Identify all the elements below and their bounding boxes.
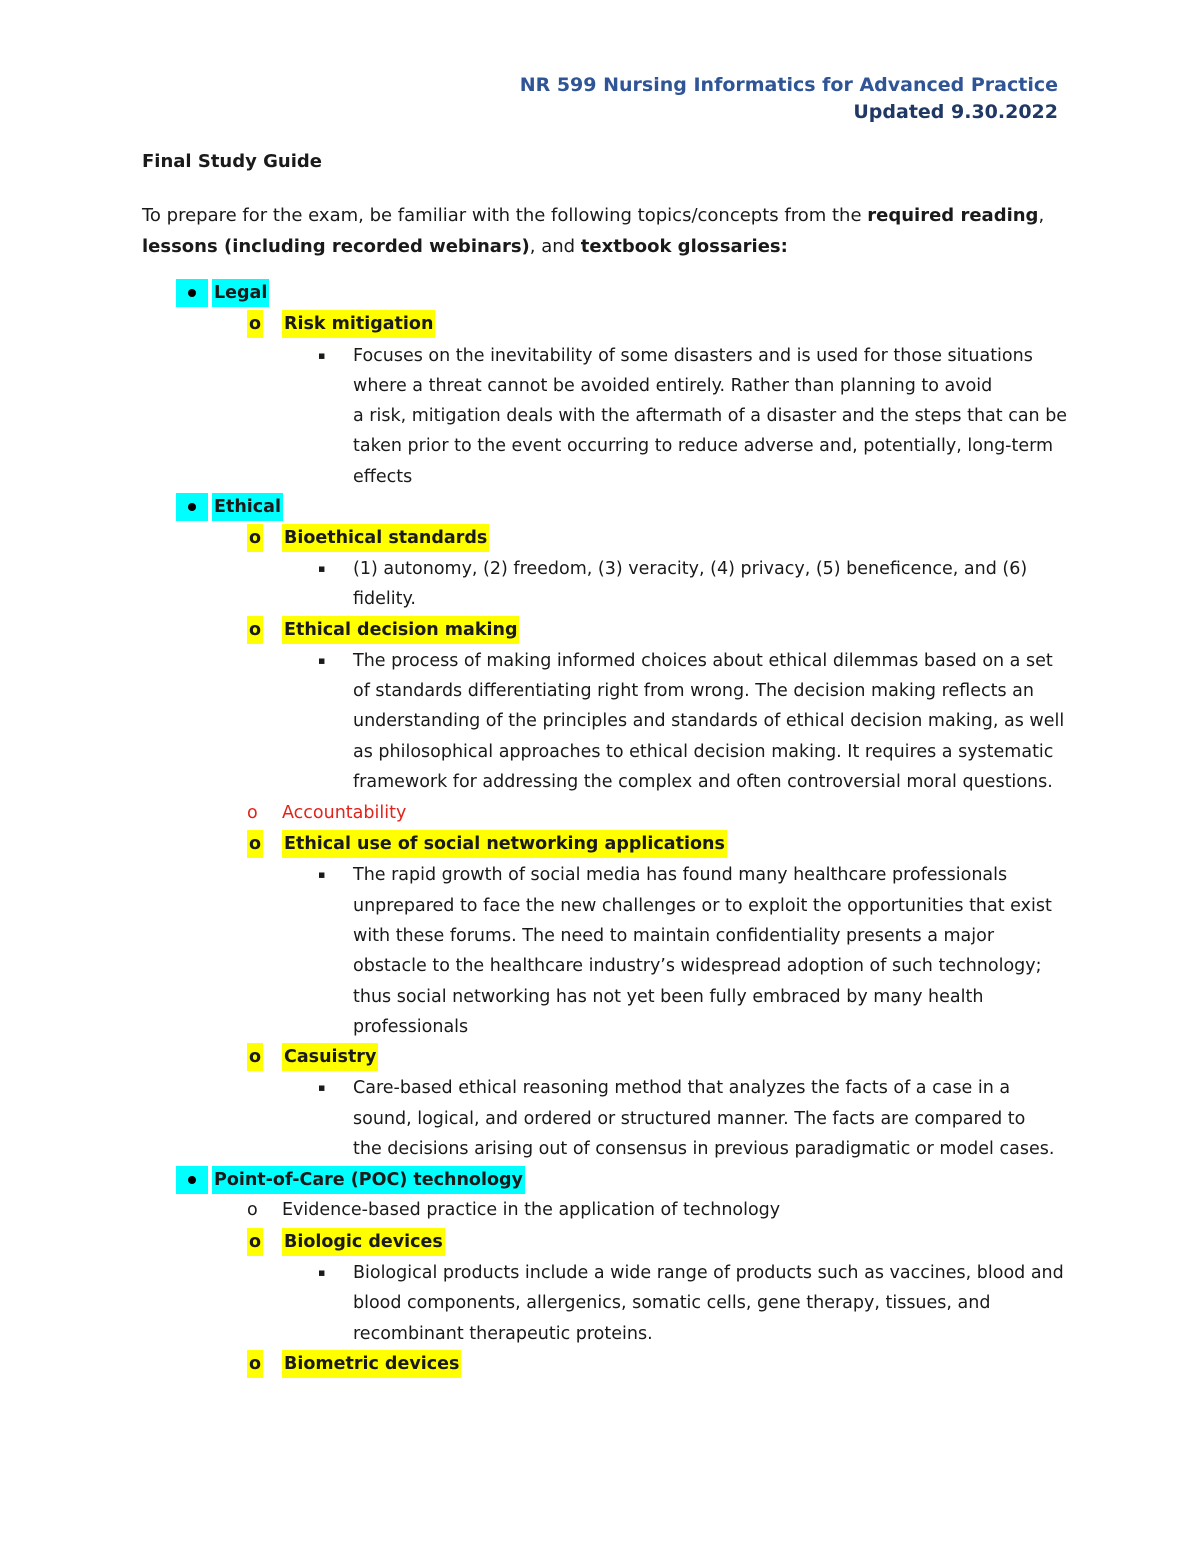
bullet-dot-icon — [188, 503, 196, 511]
description-line: Focuses on the inevitability of some disasters and is used for those situations — [353, 346, 1033, 366]
description-line: framework for addressing the complex and often controversial moral questions. — [353, 772, 1053, 792]
subtopic-ethical-decision-making: Ethical decision making — [282, 616, 519, 644]
subtopic-biometric-devices: Biometric devices — [282, 1350, 461, 1378]
description-line: obstacle to the healthcare industry’s widespread adoption of such technology; — [353, 956, 1042, 976]
level2-bullet: o — [247, 310, 282, 338]
level3-bullet: ▪ — [318, 562, 326, 575]
description-line: where a threat cannot be avoided entirely. Rather than planning to avoid — [353, 376, 993, 396]
description-line: the decisions arising out of consensus in previous paradigmatic or model cases. — [353, 1139, 1055, 1159]
subtopic-evidence-based-practice: Evidence-based practice in the application of technology — [282, 1200, 781, 1220]
level2-bullet: o — [247, 803, 258, 823]
subtopic-social-networking: Ethical use of social networking applications — [282, 830, 727, 858]
level2-bullet: o — [247, 1350, 282, 1378]
level3-bullet: ▪ — [318, 654, 326, 667]
description-line: fidelity. — [353, 589, 416, 609]
subtopic-casuistry: Casuistry — [282, 1043, 378, 1071]
intro-glossaries: textbook glossaries: — [580, 236, 788, 257]
intro-paragraph — [142, 200, 1062, 262]
level3-bullet: ▪ — [318, 1081, 326, 1094]
description-line: sound, logical, and ordered or structured manner. The facts are compared to — [353, 1109, 1026, 1129]
page-header — [520, 72, 1058, 126]
bullet-dot-icon — [188, 1176, 196, 1184]
level3-bullet: ▪ — [318, 349, 326, 362]
description-line: as philosophical approaches to ethical decision making. It requires a systematic — [353, 742, 1054, 762]
description-line: Care-based ethical reasoning method that analyzes the facts of a case in a — [353, 1078, 1011, 1098]
level3-bullet: ▪ — [318, 868, 326, 881]
description-line: with these forums. The need to maintain confidentiality presents a major — [353, 926, 995, 946]
description-line: thus social networking has not yet been fully embraced by many health — [353, 987, 984, 1007]
description-line: professionals — [353, 1017, 469, 1037]
level2-bullet: o — [247, 1043, 282, 1071]
updated-date: Updated 9.30.2022 — [853, 101, 1058, 123]
description-line: Biological products include a wide range of products such as vaccines, blood and — [353, 1263, 1064, 1283]
description-line: taken prior to the event occurring to reduce adverse and, potentially, long-term — [353, 436, 1054, 456]
intro-prefix: To prepare for the exam, be familiar with the following topics/concepts from the — [142, 205, 868, 226]
intro-required-reading: required reading — [867, 205, 1039, 226]
description-line: (1) autonomy, (2) freedom, (3) veracity, (4) privacy, (5) beneficence, and (6) — [353, 559, 1028, 579]
description-line: unprepared to face the new challenges or to exploit the opportunities that exist — [353, 896, 1052, 916]
level1-bullet — [176, 279, 212, 307]
subtopic-biologic-devices: Biologic devices — [282, 1228, 445, 1256]
bullet-dot-icon — [188, 289, 196, 297]
level3-bullet: ▪ — [318, 1266, 326, 1279]
topic-legal: Legal — [212, 279, 269, 307]
subtopic-risk-mitigation: Risk mitigation — [282, 310, 435, 338]
level1-bullet — [176, 493, 212, 521]
level2-bullet: o — [247, 524, 282, 552]
level2-bullet: o — [247, 1200, 258, 1220]
intro-lessons: lessons (including recorded webinars) — [142, 236, 530, 257]
intro-sep1: , — [1038, 205, 1045, 226]
level2-bullet: o — [247, 830, 282, 858]
course-title: NR 599 Nursing Informatics for Advanced Practice — [519, 74, 1058, 96]
intro-sep2: , and — [529, 236, 581, 257]
description-line: a risk, mitigation deals with the aftermath of a disaster and the steps that can be — [353, 406, 1068, 426]
description-line: recombinant therapeutic proteins. — [353, 1324, 653, 1344]
topic-ethical: Ethical — [212, 493, 283, 521]
subtopic-accountability: Accountability — [282, 803, 407, 823]
description-line: of standards differentiating right from wrong. The decision making reflects an — [353, 681, 1034, 701]
page-title: Final Study Guide — [142, 151, 322, 172]
description-line: blood components, allergenics, somatic cells, gene therapy, tissues, and — [353, 1293, 991, 1313]
description-line: The rapid growth of social media has found many healthcare professionals — [353, 865, 1008, 885]
level2-bullet: o — [247, 616, 282, 644]
topic-poc-technology: Point-of-Care (POC) technology — [212, 1166, 525, 1194]
description-line: The process of making informed choices about ethical dilemmas based on a set — [353, 651, 1053, 671]
subtopic-bioethical-standards: Bioethical standards — [282, 524, 489, 552]
level1-bullet — [176, 1166, 212, 1194]
description-line: effects — [353, 467, 413, 487]
description-line: understanding of the principles and standards of ethical decision making, as well — [353, 711, 1065, 731]
level2-bullet: o — [247, 1228, 282, 1256]
